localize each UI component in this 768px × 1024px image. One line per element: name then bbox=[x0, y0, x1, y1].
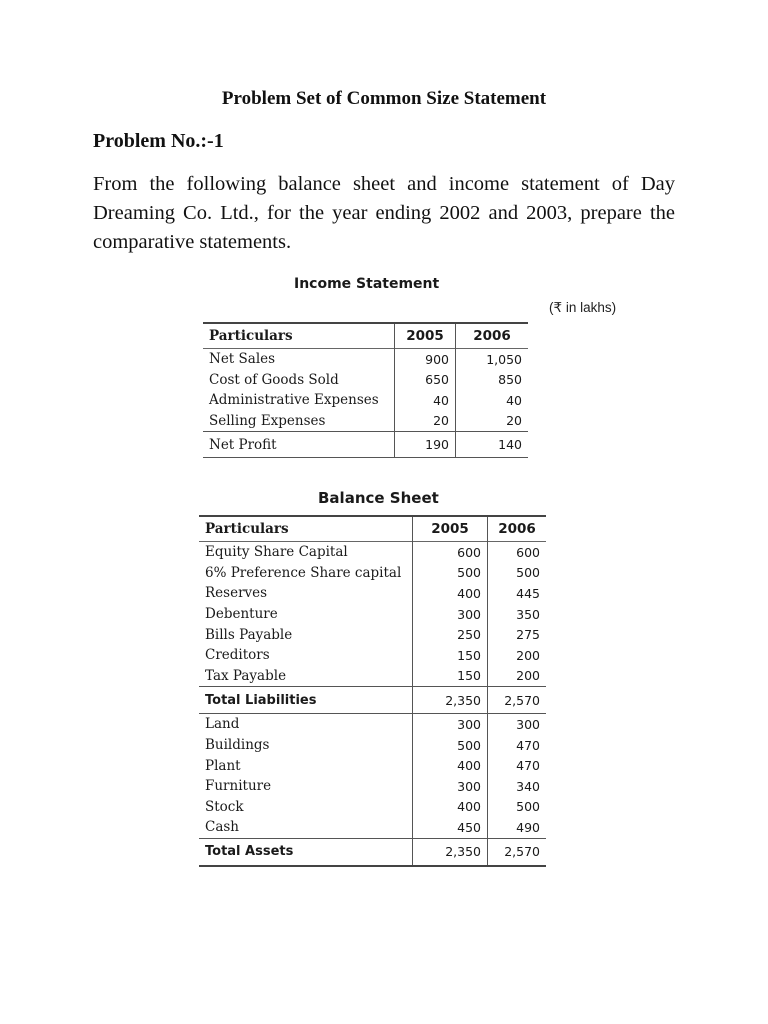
header-year-2: 2006 bbox=[473, 328, 511, 344]
total-value-2005: 2,350 bbox=[413, 687, 488, 714]
income-statement-caption: Income Statement bbox=[294, 276, 440, 292]
total-value-2005: 2,350 bbox=[413, 838, 488, 866]
row-label: Tax Payable bbox=[199, 666, 413, 687]
header-particulars: Particulars bbox=[199, 516, 413, 542]
total-row-liabilities bbox=[199, 687, 546, 714]
row-label: Debenture bbox=[199, 604, 413, 625]
table-row bbox=[203, 349, 528, 370]
header-year-1: 2005 bbox=[413, 516, 488, 542]
table-row bbox=[199, 735, 546, 756]
problem-statement: From the following balance sheet and income statement of Day Dreaming Co. Ltd., for the year ending 2002 and 2003, prepare the comparative statements. bbox=[93, 173, 675, 253]
row-value-2005: 600 bbox=[413, 542, 488, 563]
total-value-2006: 140 bbox=[498, 437, 522, 452]
balance-sheet-table bbox=[199, 515, 546, 867]
row-value-2005: 500 bbox=[413, 563, 488, 584]
table-row bbox=[199, 797, 546, 818]
row-value-2005: 250 bbox=[413, 624, 488, 645]
table-row bbox=[199, 714, 546, 735]
row-label: Stock bbox=[199, 797, 413, 818]
row-value-2006: 40 bbox=[506, 392, 522, 408]
row-value-2005: 300 bbox=[413, 714, 488, 735]
balance-sheet-caption: Balance Sheet bbox=[318, 489, 439, 507]
row-value-2006: 500 bbox=[516, 565, 540, 581]
row-value-2005: 150 bbox=[413, 666, 488, 687]
row-label: Equity Share Capital bbox=[199, 542, 413, 563]
row-value-2006: 350 bbox=[516, 606, 540, 622]
table-row bbox=[203, 411, 528, 432]
row-value-2005: 150 bbox=[413, 645, 488, 666]
row-label: Selling Expenses bbox=[203, 411, 395, 432]
row-label: Cash bbox=[199, 817, 413, 838]
row-value-2005: 900 bbox=[395, 349, 456, 370]
row-value-2005: 300 bbox=[413, 604, 488, 625]
table-row bbox=[203, 390, 528, 411]
total-value-2006: 2,570 bbox=[504, 692, 540, 708]
row-label: Bills Payable bbox=[199, 624, 413, 645]
row-value-2006: 445 bbox=[516, 585, 540, 601]
row-value-2005: 650 bbox=[395, 370, 456, 391]
row-value-2005: 400 bbox=[413, 755, 488, 776]
row-value-2006: 275 bbox=[516, 627, 540, 643]
row-label: Furniture bbox=[199, 776, 413, 797]
row-value-2005: 450 bbox=[413, 817, 488, 838]
total-label: Net Profit bbox=[203, 432, 395, 458]
total-row-net-profit bbox=[203, 432, 528, 458]
row-label: Buildings bbox=[199, 735, 413, 756]
row-value-2006: 850 bbox=[498, 372, 522, 388]
units-note: (₹ in lakhs) bbox=[549, 300, 617, 315]
table-row bbox=[199, 645, 546, 666]
row-value-2006: 600 bbox=[516, 544, 540, 560]
row-value-2006: 200 bbox=[516, 668, 540, 684]
table-row bbox=[199, 817, 546, 838]
table-row bbox=[199, 776, 546, 797]
row-value-2006: 470 bbox=[516, 737, 540, 753]
row-value-2005: 500 bbox=[413, 735, 488, 756]
row-value-2006: 340 bbox=[516, 778, 540, 794]
row-value-2006: 300 bbox=[516, 716, 540, 732]
row-value-2006: 470 bbox=[516, 758, 540, 774]
problem-number: Problem No.:-1 bbox=[93, 130, 224, 152]
header-year-2: 2006 bbox=[498, 521, 536, 537]
row-value-2006: 200 bbox=[516, 647, 540, 663]
row-value-2006: 500 bbox=[516, 799, 540, 815]
row-value-2005: 400 bbox=[413, 583, 488, 604]
total-row-assets bbox=[199, 838, 546, 866]
row-label: Creditors bbox=[199, 645, 413, 666]
row-value-2006: 490 bbox=[516, 819, 540, 835]
table-row bbox=[199, 624, 546, 645]
row-value-2005: 300 bbox=[413, 776, 488, 797]
total-label: Total Liabilities bbox=[199, 687, 413, 714]
row-value-2005: 40 bbox=[395, 390, 456, 411]
row-label: Plant bbox=[199, 755, 413, 776]
header-particulars: Particulars bbox=[203, 323, 395, 349]
income-statement-table bbox=[203, 322, 528, 458]
total-value-2006: 2,570 bbox=[504, 844, 540, 860]
header-year-1: 2005 bbox=[395, 323, 456, 349]
row-label: Reserves bbox=[199, 583, 413, 604]
row-label: Cost of Goods Sold bbox=[203, 370, 395, 391]
table-row bbox=[199, 563, 546, 584]
row-value-2005: 400 bbox=[413, 797, 488, 818]
document-title: Problem Set of Common Size Statement bbox=[221, 88, 547, 109]
total-label: Total Assets bbox=[199, 838, 413, 866]
row-value-2006: 20 bbox=[506, 413, 522, 429]
total-value-2005: 190 bbox=[395, 432, 456, 458]
table-row bbox=[199, 666, 546, 687]
table-row bbox=[199, 755, 546, 776]
row-value-2006: 1,050 bbox=[486, 351, 522, 367]
row-label: Administrative Expenses bbox=[203, 390, 395, 411]
table-row bbox=[199, 604, 546, 625]
table-row bbox=[203, 370, 528, 391]
table-row bbox=[199, 542, 546, 563]
row-label: Land bbox=[199, 714, 413, 735]
row-label: 6% Preference Share capital bbox=[199, 563, 413, 584]
row-label: Net Sales bbox=[203, 349, 395, 370]
table-header-row bbox=[203, 323, 528, 349]
table-header-row bbox=[199, 516, 546, 542]
row-value-2005: 20 bbox=[395, 411, 456, 432]
table-row bbox=[199, 583, 546, 604]
